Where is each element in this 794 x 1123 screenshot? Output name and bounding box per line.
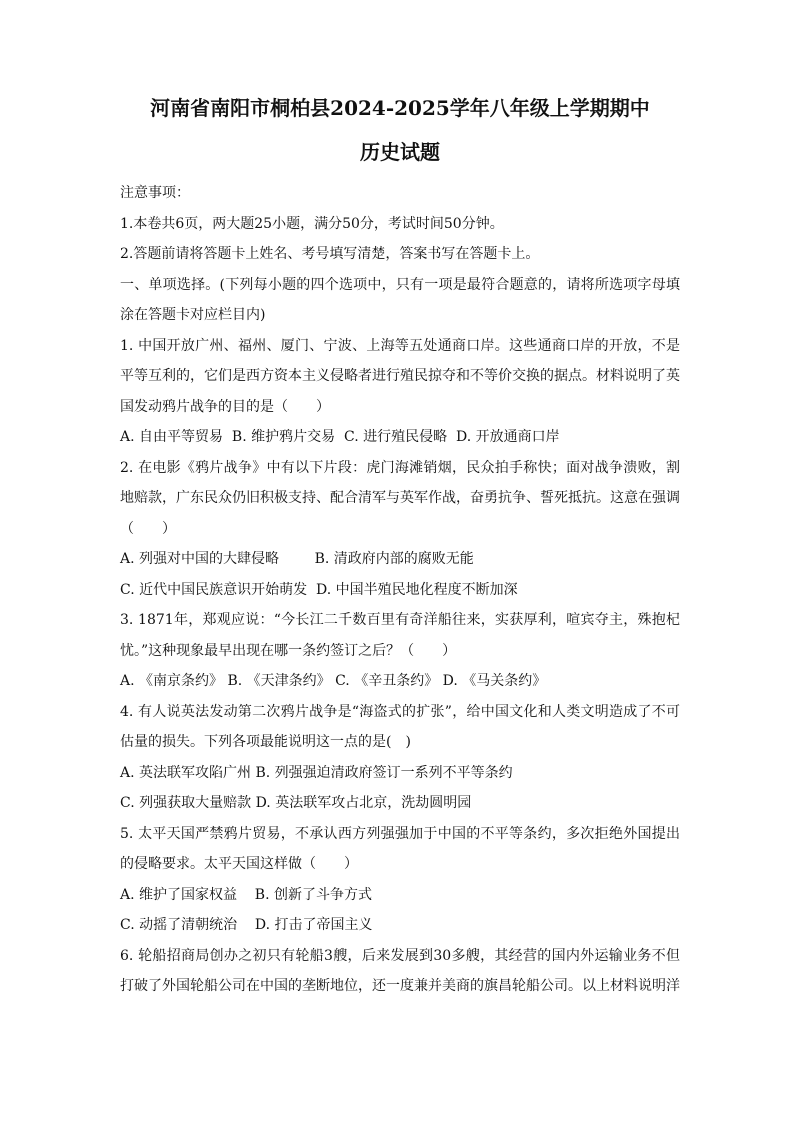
question-options: C. 动摇了清朝统治 D. 打击了帝国主义 [120,917,373,933]
section-instruction: 一、单项选择。(下列每小题的四个选项中，只有一项是最符合题意的，请将所选项字母填涂在答题卡对应栏目内) [120,276,680,323]
question-stem: 6. 轮船招商局创办之初只有轮船3艘，后来发展到30多艘，其经营的国内外运输业务不但打破了外国轮船公司在中国的垄断地位，还一度兼并美商的旗昌轮船公司。以上材料说明洋 [120,947,680,994]
question-options: A. 自由平等贸易 B. 维护鸦片交易 C. 进行殖民侵略 D. 开放通商口岸 [120,429,560,445]
question-4 [120,697,680,819]
question-stem: 3. 1871年，郑观应说：“今长江二千数百里有奇洋船往来，实获厚利，喧宾夺主，殊抱杞忧。”这种现象最早出现在哪一条约签订之后？（ ） [120,612,680,659]
question-stem: 2. 在电影《鸦片战争》中有以下片段：虎门海滩销烟，民众拍手称快；面对战争溃败，割地赔款，广东民众仍旧积极支持、配合清军与英军作战，奋勇抗争、誓死抵抗。这意在强调（ ） [120,459,680,537]
exam-subtitle: 历史试题 [360,140,440,164]
question-6 [120,941,680,1002]
question-2 [120,453,680,606]
exam-page [120,96,680,1002]
question-options: A. 英法联军攻陷广州 B. 列强强迫清政府签订一系列不平等条约 [120,764,513,781]
notes-heading: 注意事项： [120,185,190,201]
question-options: A. 《南京条约》 B. 《天津条约》 C. 《辛丑条约》 D. 《马关条约》 [120,673,547,689]
question-3 [120,605,680,697]
question-stem: 5. 太平天国严禁鸦片贸易，不承认西方列强强加于中国的不平等条约，多次拒绝外国提出的侵略要求。太平天国这样做（ ） [120,825,680,872]
note-item: 2.答题前请将答题卡上姓名、考号填写清楚，答案书写在答题卡上。 [120,246,540,262]
question-options: C. 列强获取大量赔款 D. 英法联军攻占北京，洗劫圆明园 [120,795,472,811]
exam-title: 河南省南阳市桐柏县2024-2025学年八年级上学期期中 [150,96,650,120]
question-options: A. 维护了国家权益 B. 创新了斗争方式 [120,886,372,903]
question-options: C. 近代中国民族意识开始萌发 D. 中国半殖民地化程度不断加深 [120,581,518,598]
question-5 [120,819,680,941]
question-stem: 4. 有人说英法发动第二次鸦片战争是“海盗式的扩张”，给中国文化和人类文明造成了不可估量的损失。下列各项最能说明这一点的是( ) [120,703,680,750]
question-stem: 1. 中国开放广州、福州、厦门、宁波、上海等五处通商口岸。这些通商口岸的开放，不是平等互利的，它们是西方资本主义侵略者进行殖民掠夺和不等价交换的据点。材料说明了英国发动鸦片战争的目的是（ ） [120,337,680,415]
question-options: A. 列强对中国的大肆侵略 B. 清政府内部的腐败无能 [120,551,474,567]
question-1 [120,331,680,453]
note-item: 1.本卷共6页，两大题25小题，满分50分，考试时间50分钟。 [120,215,504,232]
